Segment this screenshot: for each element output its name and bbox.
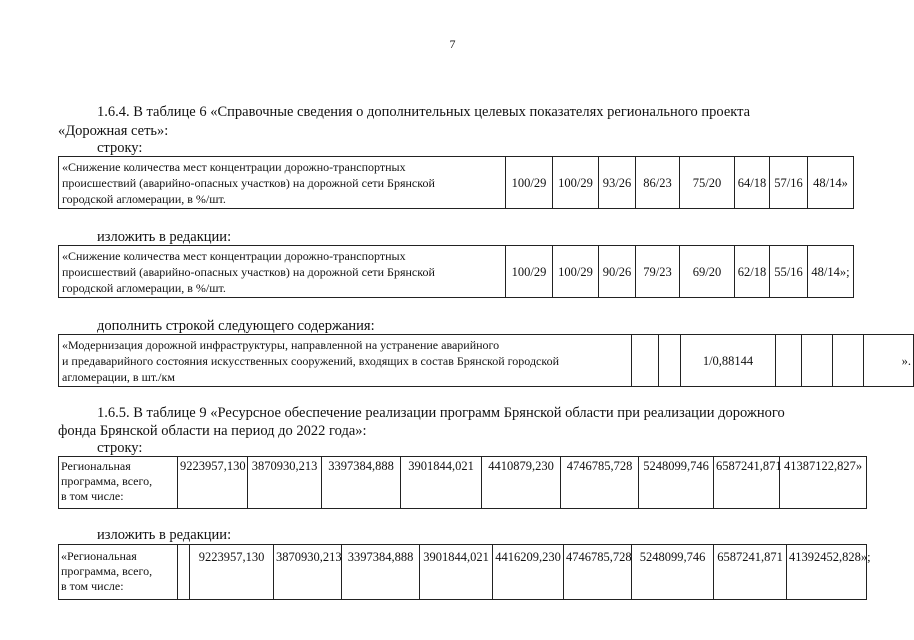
value-cell: 62/18 — [735, 246, 770, 298]
value-cell: 100/29 — [506, 157, 553, 209]
value-cell: 3870930,213 — [274, 545, 342, 600]
empty-cell — [178, 545, 190, 600]
desc-line: и предаварийного состояния искусственных сооружений, входящих в состав Брянской городской — [62, 353, 560, 368]
value-cell: 69/20 — [680, 246, 735, 298]
value-cell: 9223957,130 — [178, 457, 248, 509]
desc-line: в том числе: — [61, 579, 124, 593]
value-cell: 41387122,827» — [780, 457, 867, 509]
value-cell: 3901844,021 — [420, 545, 493, 600]
value-cell: 79/23 — [636, 246, 680, 298]
desc-line: городской агломерации, в %/шт. — [62, 191, 226, 206]
row-description — [59, 457, 178, 509]
table9-new-row — [58, 544, 871, 600]
value-cell: 57/16 — [770, 157, 808, 209]
empty-cell — [776, 335, 802, 387]
empty-cell — [802, 335, 833, 387]
table9-old-row — [58, 456, 867, 509]
value-cell: 4416209,230 — [493, 545, 564, 600]
row-label: строку: — [97, 140, 143, 156]
value-cell: 4746785,728 — [564, 545, 632, 600]
add-row-label: дополнить строкой следующего содержания: — [97, 318, 375, 334]
desc-line: «Модернизация дорожной инфраструктуры, направленной на устранение аварийного — [62, 337, 500, 352]
value-cell: 75/20 — [680, 157, 735, 209]
value-cell: 1/0,88144 — [681, 335, 776, 387]
desc-line: «Снижение количества мест концентрации дорожно-транспортных — [62, 248, 406, 263]
replace-label: изложить в редакции: — [97, 527, 232, 543]
desc-line: Региональная — [61, 459, 131, 473]
value-cell: 90/26 — [599, 246, 636, 298]
value-cell: 41392452,828»; — [787, 545, 867, 600]
desc-line: происшествий (аварийно-опасных участков) на дорожной сети Брянской — [62, 264, 435, 279]
value-cell: 86/23 — [636, 157, 680, 209]
desc-line: происшествий (аварийно-опасных участков) на дорожной сети Брянской — [62, 175, 435, 190]
desc-line: агломерации, в шт./км — [62, 369, 175, 384]
value-cell: 100/29 — [506, 246, 553, 298]
value-cell: 93/26 — [599, 157, 636, 209]
row-description — [59, 335, 632, 387]
value-cell: 5248099,746 — [632, 545, 714, 600]
value-cell: 100/29 — [553, 246, 599, 298]
desc-line: в том числе: — [61, 489, 124, 503]
value-cell: 48/14»; — [808, 246, 854, 298]
value-cell: 6587241,871 — [714, 545, 787, 600]
section-164-heading: 1.6.4. В таблице 6 «Справочные сведения о дополнительных целевых показателях регионального проекта — [97, 104, 751, 120]
row-description — [59, 545, 178, 600]
value-cell: 3397384,888 — [342, 545, 420, 600]
value-cell: 3397384,888 — [322, 457, 401, 509]
value-cell: 100/29 — [553, 157, 599, 209]
value-cell: 9223957,130 — [190, 545, 274, 600]
value-cell: 48/14» — [808, 157, 854, 209]
closing-mark-cell: ». — [864, 335, 914, 387]
desc-line: программа, всего, — [61, 474, 153, 488]
value-cell: 6587241,871 — [714, 457, 780, 509]
row-label: строку: — [97, 440, 143, 456]
desc-line: «Региональная — [61, 549, 137, 563]
value-cell: 4746785,728 — [561, 457, 639, 509]
section-164-heading-cont: «Дорожная сеть»: — [58, 123, 169, 139]
section-165-heading-cont: фонда Брянской области на период до 2022 года»: — [58, 423, 367, 439]
desc-line: городской агломерации, в %/шт. — [62, 280, 226, 295]
row-description — [59, 246, 506, 298]
page-number: 7 — [449, 37, 456, 51]
value-cell: 5248099,746 — [639, 457, 714, 509]
desc-line: программа, всего, — [61, 564, 153, 578]
value-cell: 55/16 — [770, 246, 808, 298]
row-description — [59, 157, 506, 209]
empty-cell — [632, 335, 659, 387]
empty-cell — [659, 335, 681, 387]
empty-cell — [833, 335, 864, 387]
table6-old-row — [58, 156, 854, 209]
value-cell: 4410879,230 — [482, 457, 561, 509]
value-cell: 64/18 — [735, 157, 770, 209]
table6-added-row — [58, 334, 914, 387]
section-165-heading: 1.6.5. В таблице 9 «Ресурсное обеспечение реализации программ Брянской области при реализации дорожного — [97, 405, 785, 421]
table6-new-row — [58, 245, 854, 298]
replace-label: изложить в редакции: — [97, 229, 232, 245]
value-cell: 3901844,021 — [401, 457, 482, 509]
value-cell: 3870930,213 — [248, 457, 322, 509]
desc-line: «Снижение количества мест концентрации дорожно-транспортных — [62, 159, 406, 174]
